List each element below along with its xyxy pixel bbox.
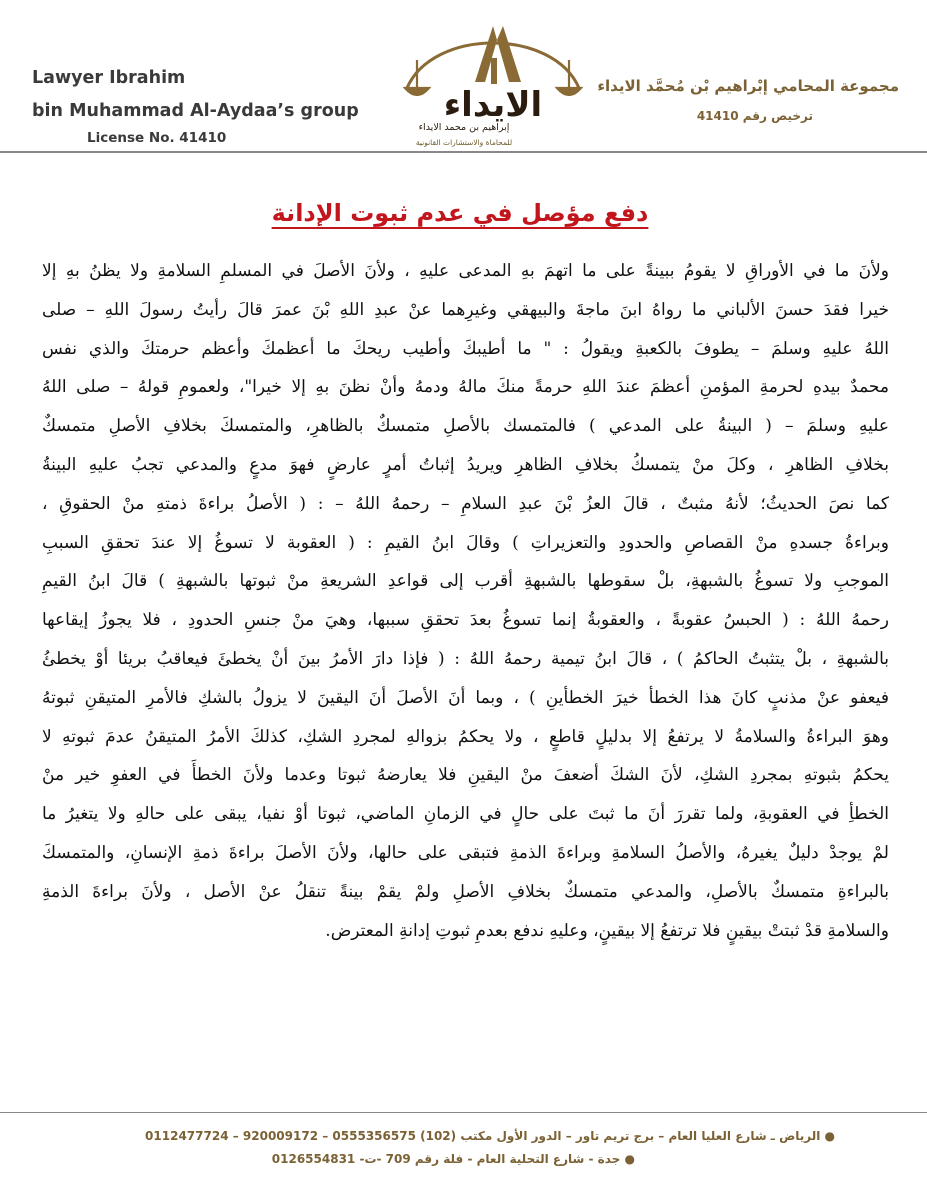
document-title: دفع مؤصل في عدم ثبوت الإدانة <box>271 199 649 227</box>
body-line: لمْ يوجدْ دليلٌ يغيرهُ، والأصلُ السلامةِ وبراءةَ الذمةِ فتبقى على حالها، ولأنَ الأصلَ براءةَ ذمةِ الإنسانِ، والمتمسكَ <box>42 842 889 863</box>
english-name-line-1: Lawyer Ibrahim <box>32 68 186 88</box>
body-line: رحمهُ اللهُ : ( الحبسُ عقوبةً ، والعقوبةُ إنما تسوغُ بعدَ تحققِ سببها، وهيَ منْ جنسِ الحدودِ ، فلا يجوزُ إيقاعها <box>42 610 889 631</box>
body-line: وهوَ البراءةُ والسلامةُ لا يرتفعُ إلا بدليلٍ قاطعٍ ، ولا يحكمُ بزوالهِ لمجردِ الشكِ، كذلكَ الأمرُ المتيقنُ عدمَ ثبوتهِ لا <box>42 726 889 747</box>
english-name-line-2: bin Muhammad Al-Aydaa’s group <box>32 101 359 121</box>
document-body <box>42 252 889 950</box>
body-line: الموجبِ ولا تسوغُ بالشبهةِ، بلْ سقوطها بالشبهةِ أقرب إلى قواعدِ الشريعةِ منْ ثبوتها بالشبهةِ ) قالَ ابنُ القيمِ <box>42 571 889 592</box>
footer-jeddah-address <box>272 1152 635 1166</box>
arabic-license-number: ترخيص رقم 41410 <box>696 109 813 123</box>
body-line: بالشبهةِ ، بلْ يتثبتُ الحاكمُ ) ، قالَ ابنُ تيمية رحمهُ اللهُ : ( فإذا دارَ الأمرُ بينَ أنْ يخطئَ فيعاقبُ بريئا أوْ يخطئُ <box>42 648 889 669</box>
english-firm-name <box>32 62 359 128</box>
logo-tagline: للمحاماة والاستشارات القانونية <box>415 138 513 147</box>
body-line: بخلافِ الظاهرِ ، وكلَ منْ يتمسكُ بخلافِ الظاهرِ ويريدُ إثباتُ أمرٍ عارضٍ فهوَ مدعٍ والمدعي تجبُ عليهِ البينةُ <box>42 454 889 475</box>
firm-logo <box>393 18 593 156</box>
arabic-firm-name: مجموعة المحامي إبْراهيم بْن مُحمَّد الايداء <box>597 77 899 95</box>
body-line: والسلامةِ قدْ ثبتتْ بيقينٍ فلا ترتفعُ إلا بيقينٍ، وعليهِ ندفع بعدمِ ثبوتِ إدانةِ المعترض. <box>325 920 889 941</box>
letterhead <box>0 0 927 160</box>
bullet-icon: ● <box>824 1129 835 1143</box>
logo-letter-mark <box>475 26 521 84</box>
english-license-number: License No. 41410 <box>87 130 227 146</box>
footer-riyadh-address <box>145 1129 835 1143</box>
body-line: خيرا فقدَ حسنَ الألباني ما رواهُ ابنَ ماجةَ والبيهقي وغيرِهما عنْ عبدِ اللهِ بْنَ عمرَ قالَ رأيتُ رسولَ اللهِ – صلى <box>42 299 889 320</box>
header-divider <box>0 151 927 153</box>
footer-divider <box>0 1112 927 1113</box>
body-line: محمدٌ بيدهِ لحرمةِ المؤمنِ أعظمَ عندَ اللهِ حرمةً منكَ مالهُ ودمهُ وأنْ نظنَ بهِ إلا خيرا"، ولعمومِ قولهُ – صلى اللهُ <box>42 377 889 398</box>
body-line: كما نصَ الحديثُ؛ لأنهُ مثبتٌ ، قالَ العزُ بْنَ عبدِ السلامِ – رحمهُ اللهُ – : ( الأصلُ براءةَ ذمتهِ منْ الحقوقِ ، <box>42 493 889 514</box>
body-line: اللهُ عليهِ وسلمَ – يطوفَ بالكعبةِ ويقولُ : " ما أطيبكَ وأطيب ريحكَ ما أعظمكَ وأعظم حرمتكَ والذي نفس <box>42 338 889 359</box>
bullet-icon: ● <box>624 1152 635 1166</box>
footer-jeddah-text: جدة - شارع التحلية العام - فلة رقم 709 -ت- 0126554831 <box>271 1152 621 1166</box>
logo-arabic-wordmark: الايداء <box>443 85 543 125</box>
body-line: فيعفو عنْ مذنبٍ كانَ هذا الخطأ خيرَ الخطأينِ ) ، وبما أنَ الأصلَ أنَ اليقينَ لا يزولُ بالشكِ فالأمرِ المتيقنِ ثبوتهُ <box>42 687 889 708</box>
body-line: بالبراءةِ متمسكٌ بالأصلِ، والمدعي متمسكٌ بخلافِ الأصلِ ولمْ يقمْ بينةً تنقلُ عنْ الأصل ، ولأنَ براءةَ الذمةِ <box>42 881 889 902</box>
body-line: عليهِ وسلمَ – ( البينةُ على المدعي ) فالمتمسك بالأصلِ متمسكٌ بالظاهرِ، والمتمسكَ بخلافِ الأصلِ متمسكٌ <box>42 416 889 437</box>
body-line: يحكمُ بثبوتهِ بمجردِ الشكِ، لأنَ الشكَ أضعفَ منْ اليقينِ فلا يعارضهُ ثبوتا وعدما ولأنَ الخطأَ في العفوِ خير منْ <box>42 765 889 786</box>
logo-subtitle: إبراهيم بن محمد الايداء <box>418 122 510 133</box>
body-line: وبراءةُ جسدهِ منْ القصاصِ والحدودِ والتعزيراتِ ) وقالَ ابنُ القيمِ : ( العقوبة لا تسوغُ إلا عندَ تحققِ السببِ <box>42 532 889 553</box>
body-line: ولأنَ ما في الأوراقِ لا يقومُ ببينةً على ما اتهمَ بهِ المدعى عليهِ ، ولأنَ الأصلَ في المسلمِ السلامةِ ولا يظنُ بهِ إلا <box>42 261 889 281</box>
footer-riyadh-text: الرياض ـ شارع العليا العام – برج تريم تاور – الدور الأول مكتب (102) 0555356575 – 920009172 – 0112477724 <box>145 1129 821 1143</box>
body-line: الخطأِ في العقوبةِ، ولما تقررَ أنَ ما ثبتَ على حالٍ في الزمانِ الماضي، ثبوتا أوْ نفيا، يبقى على حالهِ ولا يتغيرُ ما <box>42 804 889 825</box>
